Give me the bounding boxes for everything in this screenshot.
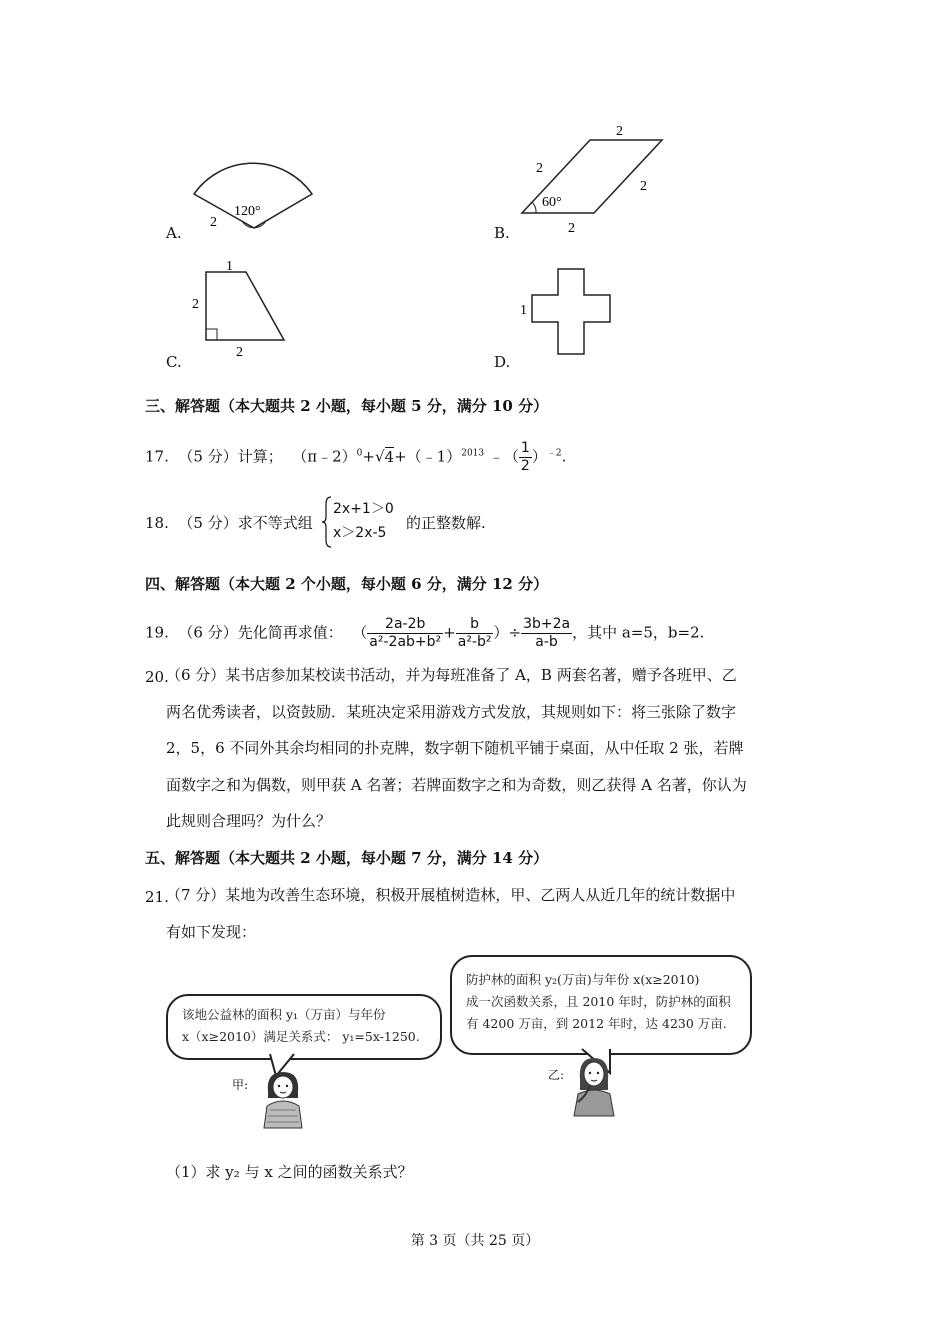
person-b-label: 乙: xyxy=(548,1068,565,1082)
brace xyxy=(322,496,332,548)
svg-text:2: 2 xyxy=(640,179,647,194)
svg-text:2: 2 xyxy=(568,221,575,236)
question-21-number: 21. xyxy=(145,888,169,906)
question-19: 19. （6 分）先化简再求值： （ $\frac{2a-2b}{\text{a²-2ab+b²}}$ + $\frac{b}{\text{a²-b²}}$ ）÷ $\frac{3b+2a}{a-b}$ ，其中 a=5，b=2. xyxy=(145,616,705,650)
option-a-label: A. xyxy=(166,224,182,242)
question-21-part-1: （1）求 y₂ 与 x 之间的函数关系式？ xyxy=(166,1163,413,1181)
svg-text:60°: 60° xyxy=(542,195,562,210)
section-5-heading: 五、解答题（本大题共 2 小题，每小题 7 分，满分 14 分） xyxy=(145,849,549,867)
svg-text:1: 1 xyxy=(520,303,527,318)
sector-figure xyxy=(186,158,316,238)
svg-text:2: 2 xyxy=(236,345,243,360)
cross-figure xyxy=(516,262,616,362)
sector-angle: 120° xyxy=(234,204,261,219)
inequality-system: 2x+1＞0 x＞2x-5 xyxy=(333,501,394,541)
svg-text:2: 2 xyxy=(536,161,543,176)
page-footer: 第 3 页（共 25 页） xyxy=(410,1233,540,1249)
svg-text:2: 2 xyxy=(616,124,623,139)
rhombus-figure xyxy=(516,120,676,240)
svg-text:1: 1 xyxy=(226,259,233,274)
person-b-illustration xyxy=(566,1052,622,1118)
option-b-label: B. xyxy=(494,224,510,242)
question-21-body: （7 分）某地为改善生态环境，积极开展植树造林，甲、乙两人从近几年的统计数据中 有如下发现： xyxy=(166,886,736,941)
section-4-heading: 四、解答题（本大题 2 个小题，每小题 6 分，满分 12 分） xyxy=(145,575,549,593)
svg-text:2: 2 xyxy=(192,297,199,312)
sector-radius: 2 xyxy=(210,215,217,230)
left-speech-bubble: 该地公益林的面积 y₁（万亩）与年份 x（x≥2010）满足关系式： y₁=5x-1250. xyxy=(166,994,442,1060)
person-a-label: 甲: xyxy=(232,1078,249,1092)
section-3-heading: 三、解答题（本大题共 2 小题，每小题 5 分，满分 10 分） xyxy=(145,397,549,415)
sqrt-symbol: √ xyxy=(374,447,385,466)
option-c-label: C. xyxy=(166,353,182,371)
question-20-number: 20. xyxy=(145,668,169,686)
trapezoid-figure xyxy=(186,252,296,362)
question-18: 18. （5 分）求不等式组 xyxy=(145,514,313,532)
question-17: 17. （5 分）计算； （π﹣2）$^0$+√4+（﹣1）$^{2013}$ ﹣（ $\frac{1}{2}$ ）$^{﹣2}$. xyxy=(145,440,567,474)
question-18-tail: 的正整数解. xyxy=(406,514,486,532)
person-a-illustration xyxy=(258,1066,308,1130)
fraction-half: $\frac{1}{2}$ xyxy=(520,440,530,474)
option-d-label: D. xyxy=(494,353,511,371)
right-speech-bubble: 防护林的面积 y₂(万亩)与年份 x(x≥2010) 成一次函数关系，且 2010 年时，防护林的面积 有 4200 万亩，到 2012 年时，达 4230 万亩. xyxy=(450,955,752,1055)
question-20-body: （6 分）某书店参加某校读书活动，并为每班准备了 A，B 两套名著，赠予各班甲、乙 两名优秀读者，以资鼓励．某班决定采用游戏方式发放，其规则如下：将三张除了数字 2，5，6 不同外其余均相同的扑克牌，数字朝下随机平铺于桌面，从中任取 2 张，若牌 面数字之和为偶数，则甲获 A 名著；若牌面数字之和为奇数，则乙获得 A 名著，你认为 此规则合理吗？为什么？ xyxy=(166,666,747,830)
